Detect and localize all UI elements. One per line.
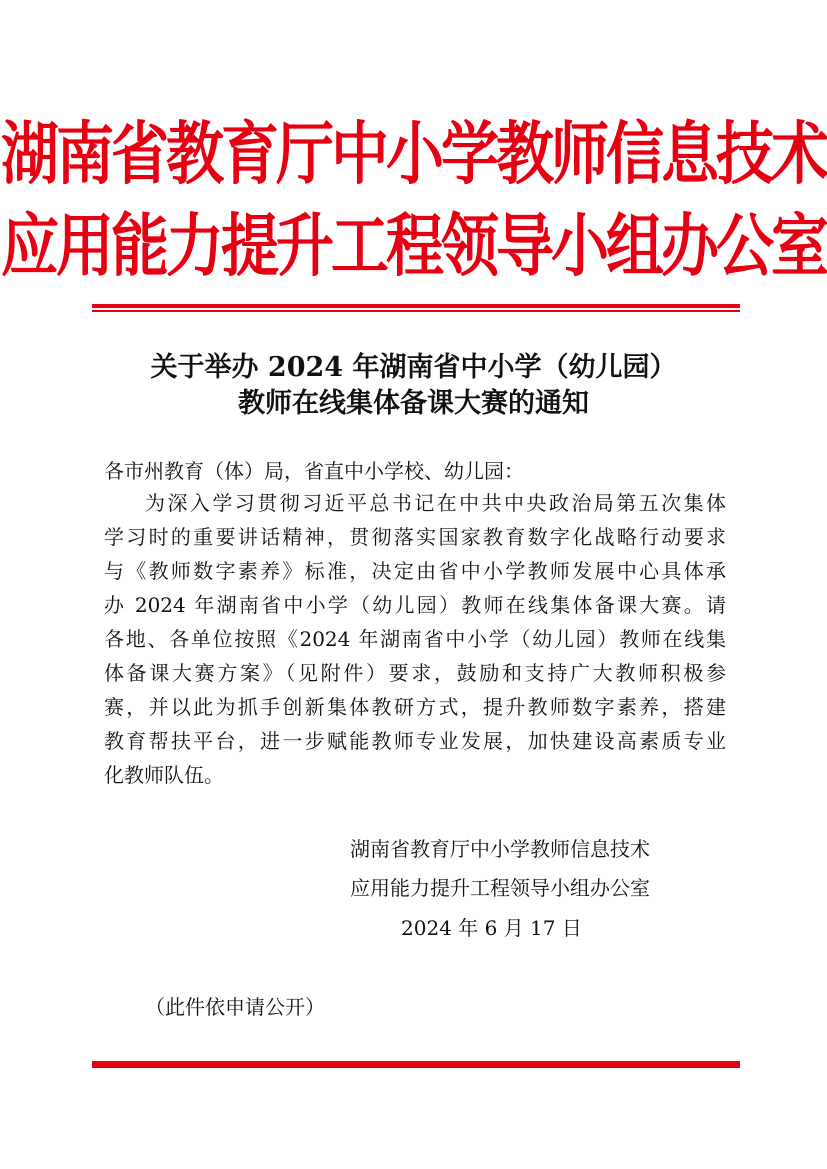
footer-rule	[92, 1061, 740, 1068]
body-line: 与《教师数字素养》标准，决定由省中小学教师发展中心具体承	[104, 559, 726, 583]
body-line: 各地、各单位按照《2024 年湖南省中小学（幼儿园）教师在线集	[104, 627, 726, 651]
body-line: 化教师队伍。	[104, 763, 224, 787]
signature-line-1: 湖南省教育厅中小学教师信息技术	[350, 837, 650, 861]
body-line: 学习时的重要讲话精神，贯彻落实国家教育数字化战略行动要求	[104, 525, 726, 549]
disclosure-note: （此件依申请公开）	[145, 995, 325, 1019]
header-rule-thick	[92, 304, 740, 308]
document-title-line-2: 教师在线集体备课大赛的通知	[238, 388, 589, 419]
masthead-line-1: 湖南省教育厅中小学教师信息技术	[0, 113, 826, 195]
body-line: 教育帮扶平台，进一步赋能教师专业发展，加快建设高素质专业	[104, 729, 726, 753]
body-line: 赛，并以此为抓手创新集体教研方式，提升教师数字素养，搭建	[104, 695, 726, 719]
body-line: 为深入学习贯彻习近平总书记在中共中央政治局第五次集体	[145, 491, 726, 515]
masthead-line-2: 应用能力提升工程领导小组办公室	[0, 205, 826, 287]
document-title-line-1: 关于举办 2024 年湖南省中小学（幼儿园）	[150, 352, 677, 383]
body-paragraph	[104, 486, 726, 792]
header-rule-thin	[92, 310, 740, 312]
signature-date: 2024 年 6 月 17 日	[401, 916, 582, 940]
body-line: 体备课大赛方案》（见附件）要求，鼓励和支持广大教师积极参	[104, 661, 726, 685]
signature-line-2: 应用能力提升工程领导小组办公室	[350, 876, 650, 900]
salutation: 各市州教育（体）局，省直中小学校、幼儿园：	[104, 459, 524, 483]
body-line: 办 2024 年湖南省中小学（幼儿园）教师在线集体备课大赛。请	[104, 593, 726, 617]
